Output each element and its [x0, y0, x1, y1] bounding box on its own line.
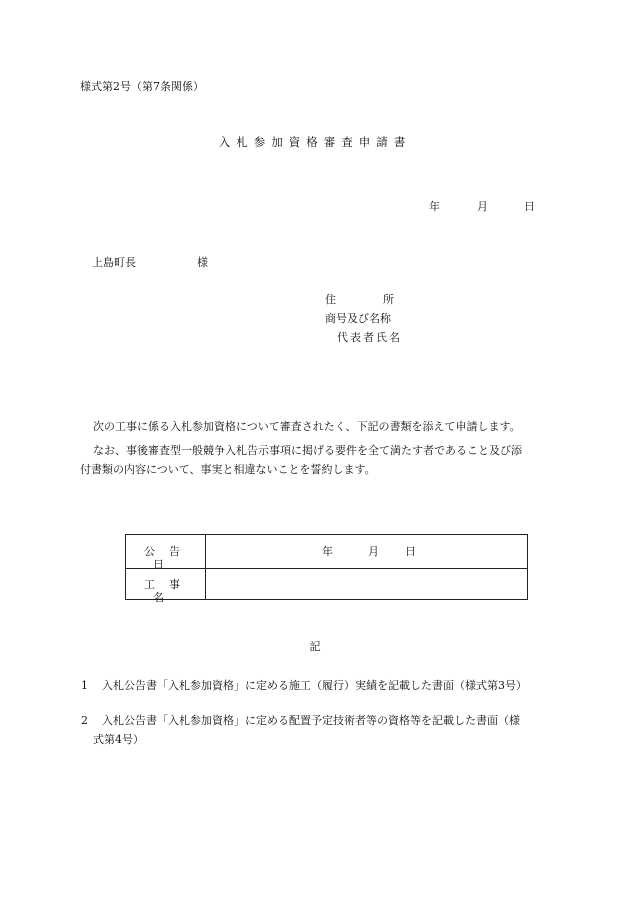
date-month-label: 月: [477, 200, 488, 213]
list-item-number: 1: [81, 679, 88, 692]
document-title: 入札参加資格審査申請書: [218, 135, 412, 149]
table-notice-year: 年: [322, 545, 333, 558]
applicant-address-label-a: 住: [325, 293, 336, 306]
body-paragraph-2-line-1: なお、事後審査型一般競争入札告示事項に掲げる要件を全て満たす者であること及び添: [93, 444, 522, 457]
applicant-representative-label: 代表者氏名: [337, 331, 402, 344]
form-number: 様式第2号（第7条関係）: [80, 80, 204, 93]
addressee-name: 上島町長: [92, 256, 136, 269]
notice-table: [125, 534, 528, 605]
applicant-address-label-b: 所: [383, 293, 394, 306]
addressee-honorific: 様: [197, 256, 208, 269]
applicant-company-label: 商号及び名称: [325, 312, 391, 325]
date-day-label: 日: [524, 200, 535, 213]
table-label-work-name: 工事名: [144, 578, 194, 605]
list-item-text: 入札公告書「入札参加資格」に定める施工（履行）実績を記載した書面（様式第3号）: [102, 679, 527, 692]
list-item-text-line-2: 式第4号）: [93, 733, 144, 746]
ki-heading: 記: [309, 640, 321, 653]
table-label-notice-date: 公告日: [144, 545, 194, 572]
table-column-divider: [205, 535, 206, 599]
table-notice-day: 日: [405, 545, 416, 558]
list-item-number: 2: [81, 714, 88, 727]
body-paragraph-2-line-2: 付書類の内容について、事実と相違ないことを誓約します。: [80, 463, 376, 476]
date-year-label: 年: [429, 200, 440, 213]
list-item-text-line-1: 入札公告書「入札参加資格」に定める配置予定技術者等の資格等を記載した書面（様: [102, 714, 520, 727]
body-paragraph-1: 次の工事に係る入札参加資格について審査されたく、下記の書類を添えて申請します。: [93, 420, 521, 433]
table-notice-month: 月: [368, 545, 379, 558]
